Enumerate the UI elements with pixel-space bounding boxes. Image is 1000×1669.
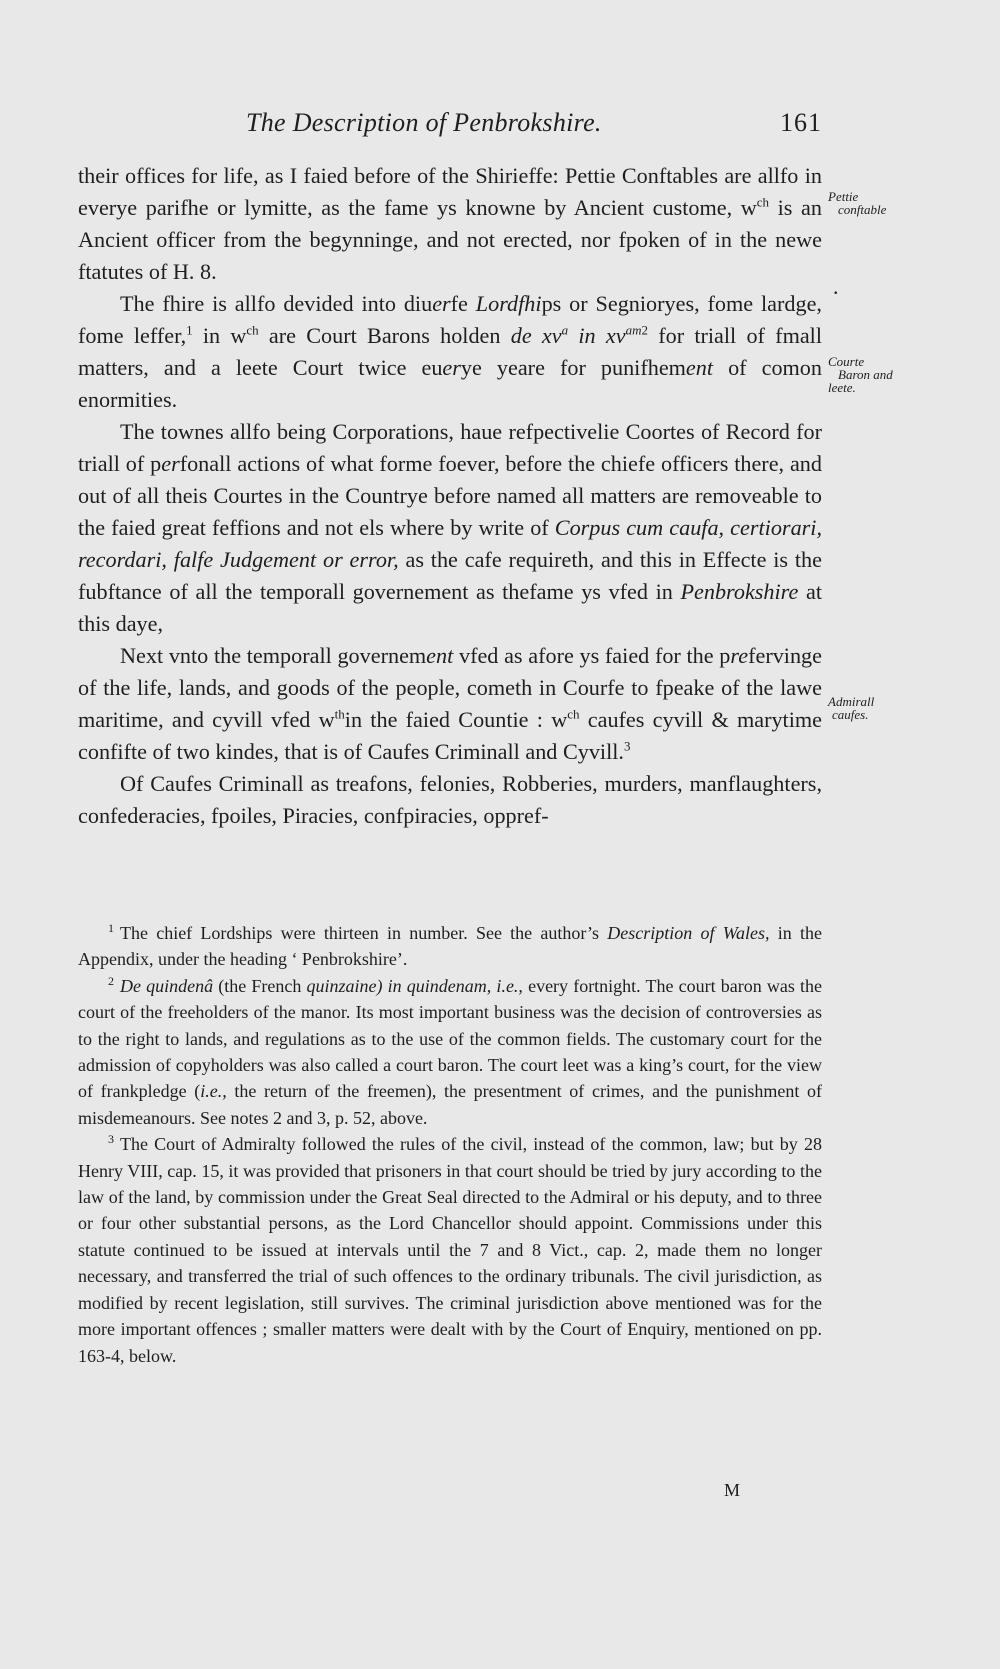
running-title: The Description of Penbrokshire.: [246, 108, 602, 137]
main-text: [78, 160, 822, 832]
paragraph-2: The fhire is allfo devided into diuerfe Lordfhips or Segnioryes, fome lardge, fome leffer,$^1$ in $w^{ch}$ are Court Barons holden de $xv^a$ in $xv^{am2}$ for triall of fmall matters, and a leete Court twice euerye yeare for punifhement of comon enormities.: [78, 291, 823, 412]
footnotes: [78, 920, 822, 1369]
paragraph-4: Next vnto the temporall governement vfed as afore ys faied for the prefervinge of the life, lands, and goods of the people, cometh in Courfe to fpeake of the lawe maritime, and cyvill vfed $w^{th}in$ the faied Countie : $w^{ch}$ caufes cyvill & marytime confifte of two kindes, that is of Caufes Criminall and Cyvill.$^3$: [78, 643, 822, 764]
page-header: [76, 108, 822, 148]
paragraph-3: The townes allfo being Corporations, haue refpectivelie Coortes of Record for triall of perfonall actions of what forme foever, before the chiefe officers there, and out of all theis Courtes in the Countrye before named all matters are removeable to the faied great feffions and not els where by write of Corpus cum caufa, certiorari, recordari, falfe Judgement or error, as the cafe requireth, and this in Effecte is the fubftance of all the temporall governement as thefame ys vfed in Penbrokshire at this daye,: [78, 419, 823, 636]
footnote-1: $^1$ The chief Lordships were thirteen in number. See the author’s Description of Wales, in the Appendix, under the heading ‘ Penbrokshire’.: [78, 921, 823, 970]
paragraph-1: their offices for life, as I faied before of the Shirieffe: Pettie Conftables are allfo in everye parifhe or lymitte, as the fame ys knowne by Ancient custome, $w^{ch}$ is an Ancient officer from the begynninge, and not erected, nor fpoken of in the newe ftatutes of H. 8.: [78, 163, 822, 284]
stray-dot: .: [833, 274, 839, 299]
sidenote-admirall-causes: Admirall caufes.: [828, 694, 875, 722]
footnote-2: $^2$ De quindenâ (the French quinzaine) in quindenam, i.e., every fortnight. The court baron was the court of the freeholders of the manor. Its most important business was the decision of controversies as to the right to lands, and regulations as to the use of the common fields. The customary court for the admission of copyholders was also called a court baron. The court leet was a king’s court, for the view of frankpledge (i.e., the return of the freemen), the presentment of crimes, and the punishment of misdemeanours. See notes 2 and 3, p. 52, above.: [78, 973, 823, 1128]
page-number: 161: [780, 108, 822, 137]
signature-mark: M: [724, 1480, 741, 1500]
paragraph-5: Of Caufes Criminall as treafons, felonies, Robberies, murders, manflaughters, confederacies, fpoiles, Piracies, confpiracies, oppref-: [78, 771, 822, 828]
sidenote-pettie-constable: Pettie conftable: [828, 189, 887, 217]
sidenote-courte-baron: Courte Baron and leete.: [828, 354, 893, 395]
footnote-3: $^3$ The Court of Admiralty followed the rules of the civil, instead of the common, law; but by 28 Henry VIII, cap. 15, it was provided that prisoners in that court should be tried by jury according to the law of the land, by commission under the Great Seal directed to the Admiral or his deputy, and to three or four other substantial persons, as the Lord Chancellor should appoint. Commissions under this statute continued to be issued at intervals until the 7 and 8 Vict., cap. 2, made them no longer necessary, and transferred the trial of such offences to the ordinary tribunals. The civil jurisdiction, as modified by recent legislation, still survives. The criminal jurisdiction above mentioned was for the more important offences ; smaller matters were dealt with by the Court of Enquiry, mentioned on pp. 163-4, below.: [78, 1132, 822, 1366]
